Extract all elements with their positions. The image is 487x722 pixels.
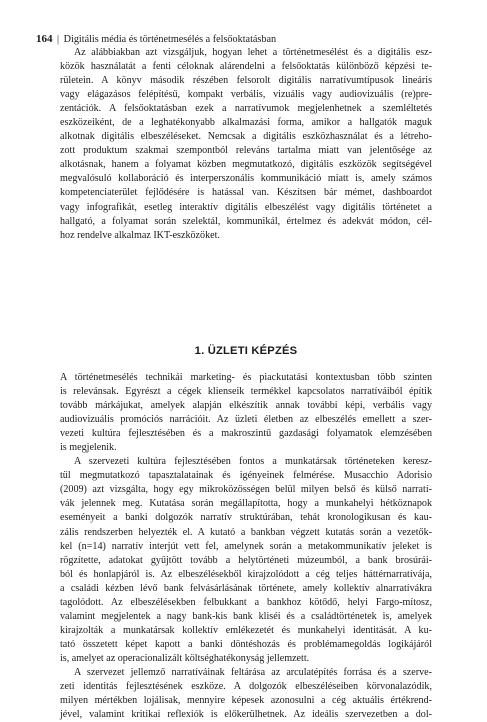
text-line: tovább márkájukat, amelyek alapján elkészítik annak további képi, verbális vagy xyxy=(60,400,432,412)
header-separator: | xyxy=(57,34,60,45)
text-line: valamint megjelentek a nagy bank-kis bank kliséi és a családtörténetek is, amelyek xyxy=(60,610,432,622)
text-line: (2009) azt vizsgálta, hogy egy mikroközösségen belül milyen belső és külső narratí- xyxy=(60,484,432,496)
text-line: a családi kézben lévő bank felvásárlásának története, amely kollektív alnarratívákra xyxy=(60,582,432,594)
text-line: vagy elágazásos felépítésű, kompakt verbális, vizuális vagy audiovizuális (re)pre- xyxy=(60,89,432,101)
text-line: A történetmesélés technikái marketing- és piackutatási kontextusban több szinten xyxy=(60,372,432,383)
text-line: hallgató, a folyamat során szelektál, kommunikál, értelmez és adekvát módon, cél- xyxy=(60,215,432,227)
text-line: zentációk. A felsőoktatásban ezek a narratívumok megjelenhetnek a szemléltetés xyxy=(60,103,432,115)
text-line: audiovizuális promóciós narrációit. Az üzleti életben az elbeszélés emellett a szer- xyxy=(60,414,432,426)
text-line: zális rendszerben helyezték el. A kutató a bankban végzett kutatás során a vezetők- xyxy=(60,526,432,538)
text-line: tül megmutatkozó tapasztalatainak és igényeinek felmérése. Musacchio Adorisio xyxy=(60,470,432,482)
text-line: rületein. A könyv második részében felsorolt digitális narratívumtípusok lineáris xyxy=(60,75,432,87)
text-line: tató összetett képet kapott a banki döntéshozás és problémamegoldás logikájáról xyxy=(60,638,432,650)
text-line: vagy infografikát, esetleg interaktív digitális elbeszélést vagy digitális történetet a xyxy=(60,201,432,213)
text-line: milyen mértékben lojálisak, mennyire képesek azonosulni a cég aktuális értékrend- xyxy=(60,695,432,707)
running-title: Digitális média és történetmesélés a felsőoktatásban xyxy=(63,34,277,45)
text-line: megvalósuló kollaboráció és interperszonális kommunikáció miatt is, amely számos xyxy=(60,173,432,185)
text-line: vák jelennek meg. Kutatása során megállapította, hogy a munkahelyi hétköznapok xyxy=(60,498,432,510)
text-line: ból és honlapjáról is. Az elbeszélésekből kirajzolódott a cég teljes háttérnarratívája, xyxy=(60,568,432,580)
text-line: rögzítette, adatokat gyűjtött tovább a helytörténeti múzeumból, a bank brosúrái- xyxy=(60,554,432,566)
section-heading: 1. ÜZLETI KÉPZÉS xyxy=(194,345,298,357)
text-line: alkotásnak, hanem a folyamat közben megmutatkozó, digitális eszközök segítségével xyxy=(60,159,432,171)
text-line: is megjelenik. xyxy=(60,442,117,454)
text-line: is, amelyet az operacionalizált költséghatékonyság jellemzett. xyxy=(60,652,310,664)
page-number: 164 xyxy=(36,33,53,45)
text-line: hoz rendelve alkalmaz IKT-eszközöket. xyxy=(60,229,220,241)
text-line: kel (n=14) narratív interjút vett fel, amelynek során a metakommunikatív jeleket is xyxy=(60,540,432,552)
section-body xyxy=(60,371,432,722)
text-line: vezeti kultúra fejlesztésében és a makroszintű gazdasági folyamatok elemzésében xyxy=(60,428,432,440)
text-line: kompetenciaterület fejlődésére is hatással van. Készítsen bár mémet, dashboardot xyxy=(60,187,432,199)
text-line: A szervezet jellemző narratíváinak feltárása az arculatépítés forrása és a szerve- xyxy=(74,666,432,678)
running-header xyxy=(36,33,456,45)
text-line: közök használatát a fenti céloknak alárendelni a felsőoktatás különböző képzési te- xyxy=(60,61,432,73)
intro-paragraph xyxy=(60,46,432,243)
text-line: zeti identitás fejlesztésének eszköze. A dolgozók elbeszéléseiben körvonalazódik, xyxy=(60,681,432,693)
text-line: eseményeit a banki dolgozók narratív struktúrában, tehát kronologikusan és kau- xyxy=(60,512,432,524)
text-line: A szervezeti kultúra fejlesztésében fontos a munkatársak történeteken keresz- xyxy=(74,456,432,468)
text-line: alkotnak digitális elbeszéléseket. Nemcsak a digitális eszközhasználat és a létreho- xyxy=(60,131,432,143)
text-line: jével, valamint kritikai reflexiók is előkerülhetnek. Az ideális szervezetben a dol- xyxy=(60,709,432,721)
text-line: is relevánsak. Egyrészt a cégek klienseik termékkel kapcsolatos narratíváiból építik xyxy=(60,386,432,398)
text-line: zott produktum szakmai szempontból releváns tartalma miatt van jelentősége az xyxy=(60,145,432,157)
text-line: kirajzolták a munkatársak kollektív emlékezetét és munkahelyi identitását. A ku- xyxy=(60,624,432,636)
text-line: tagolódott. Az elbeszélésekben felbukkant a bankhoz kötődő, helyi Fargo-mítosz, xyxy=(60,596,432,608)
text-line: Az alábbiakban azt vizsgáljuk, hogyan lehet a történetmesélést és a digitális esz- xyxy=(74,47,432,58)
text-line: eszközeiként, de a leghatékonyabb alkalmazási forma, amikor a hallgatók maguk xyxy=(60,117,432,129)
